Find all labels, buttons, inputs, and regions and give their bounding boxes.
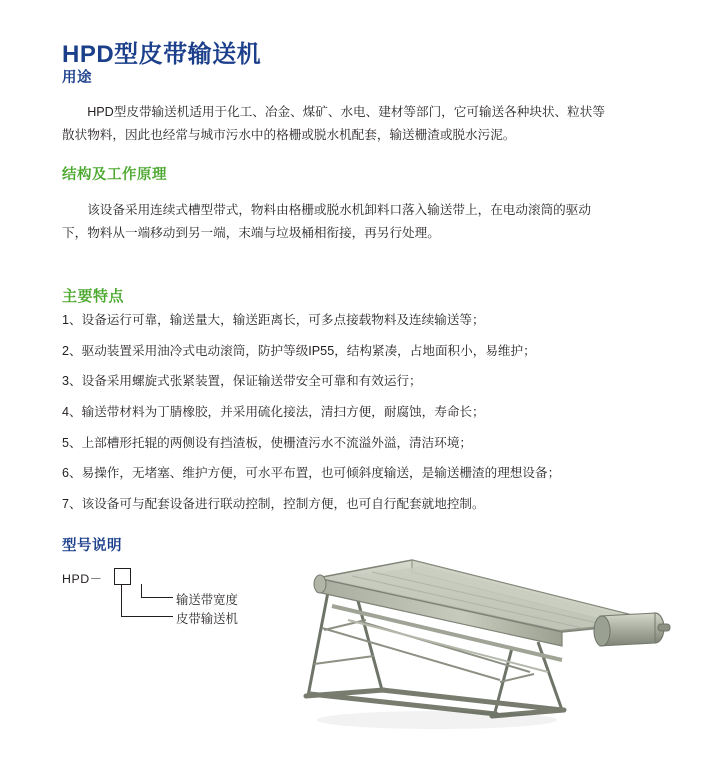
model-label-belt-width: 输送带宽度 [176, 593, 238, 607]
section-heading-model: 型号说明 [62, 538, 122, 554]
model-placeholder-box [114, 568, 131, 585]
list-item: 5、上部槽形托辊的两侧设有挡渣板，使栅渣污水不流溢外溢，清洁环境； [62, 435, 473, 450]
section-body-purpose: HPD型皮带输送机适用于化工、冶金、煤矿、水电、建材等部门，它可输送各种块状、粒状等散状物料，因此也经常与城市污水中的格栅或脱水机配套，输送栅渣或脱水污泥。 [62, 104, 605, 142]
page-title: HPD型皮带输送机 [62, 41, 262, 69]
leader-line-vertical-1 [121, 584, 122, 617]
list-item: 1、设备运行可靠，输送量大，输送距离长，可多点接载物料及连续输送等； [62, 313, 485, 327]
section-heading-purpose: 用途 [62, 70, 92, 86]
list-item: 2、驱动装置采用油冷式电动滚筒，防护等级IP55，结构紧凑，占地面积小，易维护； [62, 343, 536, 358]
list-item: 7、该设备可与配套设备进行联动控制，控制方便，也可自行配套就地控制。 [62, 496, 485, 511]
leader-line-horizontal-1 [121, 616, 173, 617]
list-item: 6、易操作，无堵塞、维护方便，可水平布置，也可倾斜度输送，是输送栅渣的理想设备； [62, 466, 561, 481]
section-heading-features: 主要特点 [62, 288, 125, 305]
leader-line-horizontal-2 [141, 597, 173, 598]
model-prefix-text: HPD－ [62, 572, 103, 586]
belt-conveyor-illustration [262, 520, 682, 735]
section-body-structure: 该设备采用连续式槽型带式，物料由格栅或脱水机卸料口落入输送带上，在电动滚筒的驱动下，物料从一端移动到另一端，末端与垃圾桶相衔接，再另行处理。 [62, 202, 591, 240]
list-item: 4、输送带材料为丁腈橡胶，并采用硫化接法，清扫方便，耐腐蚀，寿命长； [62, 404, 485, 419]
model-label-machine-type: 皮带输送机 [176, 612, 238, 626]
leader-line-vertical-2 [141, 584, 142, 598]
product-photo-belt-conveyor [262, 520, 682, 735]
features-list [62, 310, 662, 524]
list-item: 3、设备采用螺旋式张紧装置，保证输送带安全可靠和有效运行； [62, 374, 422, 389]
section-heading-structure: 结构及工作原理 [62, 167, 167, 183]
